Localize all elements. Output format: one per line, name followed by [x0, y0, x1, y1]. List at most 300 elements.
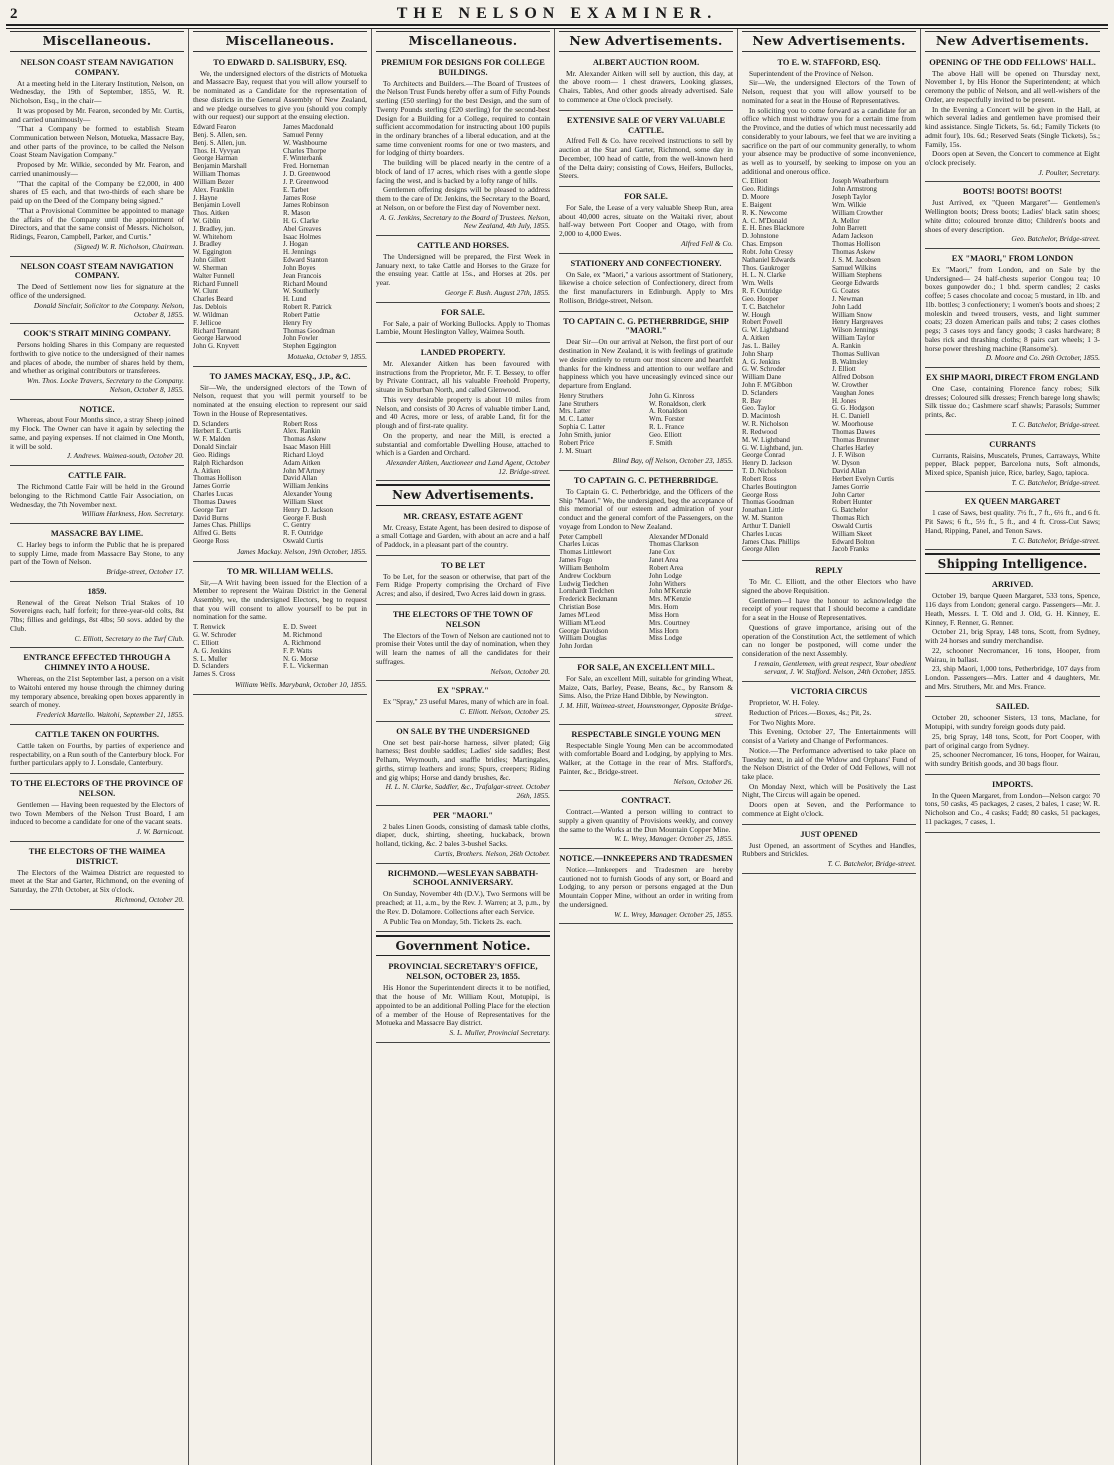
signatory-name: A. G. Jenkins — [193, 646, 232, 655]
ad-paragraph: Whereas, about Four Months since, a stray Sheep joined my Flock. The Owner can have it again by selecting the same, and paying expenses. If not claimed in One Month, it will be sold. — [10, 415, 184, 451]
ad-paragraph: For Sale, an excellent Mill, suitable for grinding Wheat, Maize, Oats, Barley, Pease, Beans, &c., by Ransom & Sims. Also, the Prize Hand Dibble, by Newington. — [559, 673, 733, 701]
signatory-name: J. Hogan — [283, 240, 308, 249]
ad-title: CONTRACT. — [621, 796, 671, 806]
ad-paragraph: Just Opened, an assortment of Scythes and Handles, Rubbers and Strickles. — [742, 840, 916, 859]
signatory-name: T. D. Nicholson — [742, 467, 787, 476]
ad-signature: Alexander Aitken, Auctioneer and Land Agent, October 12. Bridge-street. — [386, 457, 550, 476]
ad-signature: S. L. Muller, Provincial Secretary. — [449, 1027, 550, 1037]
signatory-name: A. Ronaldson — [649, 407, 688, 416]
signatory-name: G. G. Hodgson — [832, 404, 875, 413]
signatory-name: Robert Pattie — [283, 310, 320, 319]
signatory-name: Ludwig Tiedchen — [559, 579, 609, 588]
signatory-name: Charles Lucas — [742, 529, 782, 538]
advertisement — [10, 776, 184, 842]
signatory-name: Joseph Weatherburn — [832, 177, 889, 186]
signatory-name: Jas. L. Bailey — [742, 341, 781, 350]
signatory-name: Robert Ross — [283, 419, 318, 428]
ad-title: TO CAPTAIN G. C. PETHERBRIDGE. — [573, 476, 719, 486]
signatory-name: Henry D. Jackson — [742, 459, 792, 468]
ad-signature: James Mackay. Nelson, 19th October, 1855. — [237, 546, 367, 556]
signatory-name: J. Bradley — [193, 240, 222, 249]
signatory-name: William Skeet — [832, 529, 872, 538]
ad-signature: J. Poulter, Secretary. — [1038, 167, 1100, 177]
signatory-name: E. Tarbet — [283, 185, 309, 194]
signatory-name: Wm. Wilkie — [832, 200, 867, 209]
ad-title: ENTRANCE EFFECTED THROUGH A CHIMNEY INTO A HOUSE. — [23, 653, 171, 673]
signatory-name: A. Aitken — [193, 466, 221, 475]
signatory-name: James Rose — [283, 193, 316, 202]
ad-title: TO JAMES MACKAY, ESQ., J.P., &C. — [209, 371, 351, 381]
signatory-name: William Skeet — [283, 497, 323, 506]
signatory-name: Geo. Hooper — [742, 294, 779, 303]
signatory-name: Lornhardt Tiedchen — [559, 587, 615, 596]
ad-signature: Alfred Fell & Co. — [681, 238, 733, 248]
signatory-name: Donald Sinclair — [193, 443, 238, 452]
signatory-name: Wm. Forster — [649, 415, 685, 424]
signatory-name: J. F. Wilson — [832, 451, 865, 460]
ad-paragraph: One set best pair-horse harness, silver plated; Gig harness; Best double saddles; Ladies' side saddles; Best Pelham, Weymouth, and snaffle bridles; Martingales, girths, stirrup leathers and irons; Spurs, creepers; Riding and gig whips; Horse and dandy brushes, &c. — [376, 737, 550, 782]
signatory-name: James Gorrie — [193, 482, 231, 491]
column-1 — [6, 29, 189, 1465]
ad-paragraph: This very desirable property is about 10 miles from Nelson, and consists of 30 Acres of valuable timber Land, and 40 Acres, more or less, of arable Land, fit for the plough and of first-rate quality. — [376, 394, 550, 431]
ad-signature: C. Elliott, Secretary to the Turf Club. — [74, 633, 184, 643]
signatory-name: Charles Beard — [193, 295, 233, 304]
advertisement — [559, 189, 733, 254]
ad-title: EX QUEEN MARGARET — [964, 497, 1061, 507]
ad-signature: I remain, Gentlemen, with great respect, Your obedient servant, J. W. Stafford. Nelson, 24th October, 1855. — [754, 658, 916, 677]
signatory-name: Richard Lloyd — [283, 450, 324, 459]
advertisement — [10, 468, 184, 524]
signatory-list — [742, 178, 916, 554]
advertisement — [559, 314, 733, 472]
signatory-name: Janet Area — [649, 556, 679, 565]
signatory-list — [193, 421, 367, 546]
ad-paragraph: To Mr. C. Elliott, and the other Electors who have signed the above Requisition. — [742, 577, 916, 595]
signatory-name: G. W. Lightband, jun. — [742, 443, 803, 452]
ad-title: TO EDWARD D. SALISBURY, ESQ. — [213, 57, 347, 67]
signatory-name: Adam Aitken — [283, 458, 321, 467]
signatory-name: D. Sclanders — [193, 662, 229, 671]
column-4 — [555, 29, 738, 1465]
signatory-name: W. Whitehorn — [193, 232, 233, 241]
ad-paragraph: His Honor the Superintendent directs it to be notified, that the house of Mr. William Kout, Motupipi, is appointed to be an additional Polling Place for the election of a member of the House of Representatives for the Motueka and Massacre Bay district. — [376, 983, 550, 1028]
ad-signature: Nelson, October 20. — [490, 666, 550, 676]
ad-title: NOTICE.—INNKEEPERS AND TRADESMEN — [559, 854, 733, 864]
ad-signature: William Wells. Marybank, October 10, 1855. — [234, 680, 367, 690]
signatory-name: Richard Funnell — [193, 279, 239, 288]
signatory-name: James Fogo — [559, 556, 593, 565]
ad-title: IMPORTS. — [992, 779, 1033, 789]
ad-signature: Richmond, October 20. — [115, 894, 184, 904]
ad-paragraph: On the property, and near the Mill, is erected a substantial and comfortable Dwelling House, attached to which is a Garden and Orchard. — [376, 430, 550, 458]
advertisement — [925, 370, 1100, 435]
signatory-name: George Ross — [193, 537, 229, 546]
signatory-name: William Stephens — [832, 271, 882, 280]
signatory-name: W. R. Nicholson — [742, 420, 789, 429]
signatory-list — [559, 393, 733, 456]
ad-signature: J. Andrews. Waimea-south, October 20. — [66, 451, 184, 461]
signatory-name: John Smith, junior — [559, 430, 611, 439]
ad-paragraph: Currants, Raisins, Muscatels, Prunes, Carraways, White pepper, Black pepper, Barcelona nuts, Soft almonds, Mixed spice, Spanish juice, Rice, barley, Sago, tapioca. — [925, 450, 1100, 477]
advertisement — [925, 184, 1100, 249]
signatory-name: John Barrett — [832, 224, 867, 233]
ad-paragraph: Respectable Single Young Men can be accommodated with comfortable Board and Lodging, by applying to Mrs. Walker, at the Cottage in the rear of Mrs. Stafford's, Painter, &c., Bridge-street. — [559, 740, 733, 776]
ad-paragraph: Sir—We, the undersigned Electors of the Town of Nelson, request that you will allow yourself to be nominated for a seat in the House of Representatives. — [742, 78, 916, 105]
signatory-name: H. Jones — [832, 396, 857, 405]
signatory-name: Thomas Askew — [832, 247, 876, 256]
advertisement — [10, 526, 184, 582]
ad-paragraph: October 21, brig Spray, 148 tons, Scott, from Sydney, with 24 horses and sundry merchandise. — [925, 627, 1100, 646]
signatory-name: Arthur T. Daniell — [742, 521, 791, 530]
ad-paragraph: Ex "Maori," from London, and on Sale by the Undersigned— 24 half-chests superior Congou tea; 10 boxes gunpowder do.; 1 bhd. sperm candles; 2 casks coffee; 5 cases chocolate and cocoa; 5 mustard, in 1lb. and 1lb. bottles; 3 confectionery; 1 women's boots and shoes; 2 moleskin and tweed trousers, vests, and light summer coats; 23 dozen American pails and tubs; 2 cases clothes pegs; 3 cases toys and fancy goods; 3 casks hardware; 8 bales rick and thrashing cloths; 8 pairs cart wheels; 1 3-horse power threshing machine (Ransome's). — [925, 264, 1100, 353]
signatory-name: C. Gentry — [283, 521, 311, 530]
signatory-name: N. G. Morse — [283, 654, 318, 663]
ad-signature: H. L. N. Clarke, Saddler, &c., Trafalgar-street. October 26th, 1855. — [385, 782, 550, 800]
signatory-name: James S. Cross — [193, 670, 236, 679]
ad-signature: William Harkness, Hon. Secretary. — [81, 509, 184, 519]
signatory-name: R. F. Outridge — [742, 287, 782, 296]
signatory-name: Benj. S. Allen, sen. — [193, 130, 247, 139]
signatory-name: William Bezer — [193, 177, 234, 186]
signatory-name: David Burns — [193, 513, 229, 522]
advertisement — [925, 437, 1100, 493]
ad-signature: Curtis, Brothers. Nelson, 26th October. — [434, 848, 550, 858]
ad-title: RESPECTABLE SINGLE YOUNG MEN — [571, 729, 721, 739]
ad-paragraph: Notice.—Innkeepers and Tradesmen are hereby cautioned not to furnish Goods of any sort, or Board and Lodging, to any person or persons engaged at the Dun Mountain Copper Mine, without an order in writing from the undersigned. — [559, 864, 733, 909]
signatory-name: Edward Fearon — [193, 123, 236, 132]
ad-signature: T. C. Batchelor, Bridge-street. — [1011, 477, 1100, 487]
signatory-name: Jonathan Little — [742, 506, 784, 515]
signatory-name: Henry Fry — [283, 318, 312, 327]
ad-paragraph: 23, ship Maori, 1,000 tons, Petherbridge, 107 days from London. Passengers—Mrs. Latter and 4 daughters, Mr. and Mrs. Struthers, Mr. and Mrs. France. — [925, 664, 1100, 691]
ad-paragraph: To be Let, for the season or otherwise, that part of the Fern Ridge Property comprising the Orchard of Five Acres; and also, if desired, Two Acres laid down in grass. — [376, 571, 550, 599]
signatory-name: John Carter — [832, 490, 865, 499]
ad-signature: J. W. Barnicoat. — [136, 827, 184, 837]
signatory-name: Benj. S. Allen, jun. — [193, 138, 247, 147]
ad-title: SAILED. — [995, 702, 1030, 712]
ad-title: TO CAPTAIN C. G. PETHERBRIDGE, SHIP "MAORI." — [563, 316, 729, 336]
signatory-name: R. Bay — [742, 396, 762, 405]
ad-signature: Frederick Martello. Waitohi, September 21, 1855. — [36, 710, 184, 720]
ad-paragraph: 22, schooner Necromancer, 16 tons, Hooper, from Wairau, in ballast. — [925, 645, 1100, 664]
column-heading: New Advertisements. — [559, 31, 733, 52]
signatory-name: Robert Hunter — [832, 498, 873, 507]
signatory-name: William Dane — [742, 373, 782, 382]
signatory-name: R. L. France — [649, 423, 684, 432]
signatory-name: William Snow — [832, 310, 873, 319]
signatory-name: William Crowther — [832, 208, 883, 217]
ad-title: TO E. W. STAFFORD, ESQ. — [777, 57, 881, 67]
signatory-name: T. C. Batchelor — [742, 302, 785, 311]
signatory-name: James Chas. Phillips — [193, 521, 251, 530]
ad-signature: Blind Bay, off Nelson, October 23, 1855. — [612, 456, 733, 466]
signatory-name: William Benholm — [559, 563, 610, 572]
signatory-name: Alex. Franklin — [193, 185, 234, 194]
ad-paragraph: On Monday Next, which will be Positively the Last Night, The Circus will again be opened. — [742, 781, 916, 800]
advertisement — [10, 326, 184, 399]
column-6 — [921, 29, 1104, 1465]
signatory-name: J. Bradley, jun. — [193, 224, 236, 233]
signatory-name: J. Elliott — [832, 365, 856, 374]
ad-signature: Motueka, October 9, 1855. — [287, 352, 367, 362]
signatory-name: H. Lund — [283, 295, 307, 304]
signatory-name: F. L. Vickerman — [283, 662, 329, 671]
signatory-name: Robert Price — [559, 438, 595, 447]
signatory-name: John Armstrong — [832, 185, 877, 194]
signatory-name: H. C. Daniell — [832, 412, 870, 421]
signatory-name: John G. Kinross — [649, 391, 695, 400]
signatory-name: F. P. Watts — [283, 646, 313, 655]
ad-paragraph: 25, schooner Necromancer, 16 tons, Hooper, for Wairau, with sundry British goods, and 30 bags flour. — [925, 750, 1100, 769]
signatory-name: S. L. Muller — [193, 654, 228, 663]
column-heading: New Advertisements. — [742, 31, 916, 52]
advertisement — [559, 851, 733, 924]
signatory-name: Thomas Hollison — [832, 240, 881, 249]
signatory-name: Henry Struthers — [559, 391, 604, 400]
ad-signature: T. C. Batchelor, Bridge-street. — [1011, 535, 1100, 545]
signatory-name: W. M. Stanton — [742, 514, 783, 523]
ad-signature: (Signed) W. R. Nicholson, Chairman. — [74, 241, 184, 251]
ad-signature: T. C. Batchelor, Bridge-street. — [827, 859, 916, 869]
signatory-name: Andrew Cockburn — [559, 571, 611, 580]
signatory-name: G. Coates — [832, 287, 860, 296]
ad-title: NELSON COAST STEAM NAVIGATION COMPANY. — [20, 261, 174, 281]
signatory-name: Walter Funnell — [193, 271, 235, 280]
column-heading: Miscellaneous. — [376, 31, 550, 52]
signatory-name: Robert Area — [649, 563, 684, 572]
signatory-name: W. Hough — [742, 310, 771, 319]
signatory-name: Edward Stanton — [283, 256, 328, 265]
ad-title: MR. CREASY, ESTATE AGENT — [403, 511, 523, 521]
ad-paragraph: At a meeting held in the Literary Institution, Nelson, on Wednesday, the 19th of September, 1855, W. R. Nicholson, Esq., in the chair— — [10, 78, 184, 106]
ad-paragraph: C. Harley begs to inform the Public that he is prepared to supply Lime, made from Massacre Bay Stone, to any part of the Town of Nelson. — [10, 539, 184, 567]
advertisement — [559, 727, 733, 792]
ad-title: EXTENSIVE SALE OF VERY VALUABLE CATTLE. — [566, 115, 726, 135]
ad-paragraph: Mr. Alexander Aitken has been favoured with instructions from the Proprietor, Mr. F. T. Bessey, to offer by Private Contract, all his valuable Freehold Property, situate in Suburban North, and called Glenwood. — [376, 358, 550, 395]
signatory-name: Herbert Evelyn Curtis — [832, 474, 894, 483]
signatory-name: Charles Lucas — [193, 490, 233, 499]
signatory-name: John Gillett — [193, 256, 226, 265]
signatory-name: Peter Campbell — [559, 532, 603, 541]
signatory-name: H. Jennings — [283, 248, 317, 257]
signatory-name: Mrs. M'Kenzie — [649, 595, 692, 604]
advertisement — [742, 563, 916, 682]
signatory-name: Geo. Elliott — [649, 430, 682, 439]
signatory-name: Frederick Beckmann — [559, 595, 618, 604]
ad-paragraph: Cattle taken on Fourths, by parties of experience and respectability, on a Run south of the Canterbury block. For further particulars apply to J. Lonsdale, Canterbury. — [10, 740, 184, 768]
ad-signature: George F. Bush. August 27th, 1855. — [444, 287, 550, 297]
ad-signature: Geo. Batchelor, Bridge-street. — [1011, 234, 1100, 244]
signatory-name: J. P. Greenwood — [283, 177, 329, 186]
signatory-name: Jas. Deblois — [193, 303, 227, 312]
advertisement — [742, 827, 916, 874]
ad-paragraph: Mr. Creasy, Estate Agent, has been desired to dispose of a small Cottage and Garden, with about an acre and a half of Paddock, in a pleasant part of the country. — [376, 522, 550, 549]
signatory-name: M. Richmond — [283, 631, 322, 640]
ad-title: RICHMOND.—WESLEYAN SABBATH-SCHOOL ANNIVERSARY. — [387, 868, 539, 888]
ad-paragraph: It was proposed by Mr. Fearon, seconded by Mr. Curtis, and carried unanimously— — [10, 105, 184, 124]
ad-title: EX SHIP MAORI, DIRECT FROM ENGLAND — [926, 373, 1099, 383]
advertisement — [10, 844, 184, 910]
advertisement — [193, 369, 367, 562]
signatory-name: W. Sherman — [193, 263, 228, 272]
signatory-name: Thomas Goodman — [742, 498, 794, 507]
signatory-name: W. Dyson — [832, 459, 860, 468]
signatory-name: M. W. Lightband — [742, 435, 790, 444]
signatory-name: W. Eggington — [193, 248, 232, 257]
ad-paragraph: To Architects and Builders.—The Board of Trustees of the Nelson Trust Funds hereby offer a sum of Fifty Pounds sterling (£50 sterling) for the best Design, and the sum of Twenty Pounds sterling (£20 sterling) for the second-best Design for a Building for a College, required to contain sufficient accommodation for instructing about 100 pupils in the ordinary branches of a liberal education, and at the same time convenient rooms for one or two masters, and for lodging of thirty boarders. — [376, 78, 550, 158]
ad-title: FOR SALE. — [624, 192, 668, 202]
signatory-name: Robt. John Cressy — [742, 247, 794, 256]
signatory-name: Mrs. Latter — [559, 407, 591, 416]
signatory-name: Edward Bolton — [832, 537, 875, 546]
advertisement — [742, 684, 916, 824]
signatory-name: Christian Bose — [559, 603, 601, 612]
ad-title: STATIONERY AND CONFECTIONERY. — [570, 258, 722, 268]
ad-paragraph: On Sale, ex "Maori," a various assortment of Stationery, likewise a choice selection of Confectionery, direct from the first manufacturers in Edinburgh. Apply to Mrs Rollison, Bridge-street, Nelson. — [559, 269, 733, 305]
signatory-name: Geo. Taylor — [742, 404, 776, 413]
ad-paragraph: For Sale, a pair of Working Bullocks. Apply to Thomas Lambie, Mount Heslington Valley, Waimea South. — [376, 318, 550, 337]
ad-title: PROVINCIAL SECRETARY'S OFFICE, NELSON, OCTOBER 23, 1855. — [388, 962, 538, 982]
section-heading: New Advertisements. — [376, 484, 550, 505]
ad-signature: C. Elliott. Nelson, October 25. — [459, 706, 550, 716]
signatory-name: Henry D. Jackson — [283, 505, 333, 514]
ad-paragraph: Reduction of Prices.—Boxes, 4s.; Pit, 2s. — [749, 707, 872, 717]
signatory-name: D. Johnstone — [742, 232, 779, 241]
ad-paragraph: Just Arrived, ex "Queen Margaret"— Gentlemen's Wellington boots; Dress boots; Ladies' black satin shoes; white ditto; coloured bronze ditto; Children's boots and shoes of every description. — [925, 198, 1100, 234]
advertisement — [376, 683, 550, 721]
signatory-name: Thomas Littlewort — [559, 548, 612, 557]
signatory-name: Samuel Penny — [283, 130, 324, 139]
signatory-name: George Tarr — [193, 505, 227, 514]
signatory-name: John Fowler — [283, 334, 318, 343]
signatory-name: F. Jellicoe — [193, 318, 222, 327]
signatory-name: Jane Cox — [649, 548, 675, 557]
signatory-name: F. Winterbank — [283, 154, 323, 163]
signatory-name: G. W. Schroder — [193, 631, 237, 640]
ad-title: TO MR. WILLIAM WELLS. — [227, 566, 333, 576]
signatory-name: Mrs. Horn — [649, 603, 679, 612]
signatory-name: Thomas Brunner — [832, 435, 880, 444]
signatory-name: D. Moore — [742, 193, 770, 202]
signatory-name: Robert R. Patrick — [283, 303, 332, 312]
ad-paragraph: To Captain G. C. Petherbridge, and the Officers of the Ship "Maori." We, the undersigned, beg the acceptance of this memorial of our esteem and admiration of your conduct and the general comfort of the Passengers, on the voyage from London to New Zealand. — [559, 486, 733, 531]
ad-paragraph: In the Evening a Concert will be given in the Hall, at which several ladies and gentlemen have promised their kind assistance. Single Tickets, 5s. 6d.; Family Tickets (to admit four), 10s. 6d.; Reserved Seats (Single Tickets), 5s.; Family, 15s. — [925, 104, 1100, 149]
ad-paragraph: Sir—We, the undersigned electors of the Town of Nelson, request that you will permit yourself to be nominated at the ensuing election to represent our said Town in the House of Representatives. — [193, 382, 367, 418]
ad-title: THE ELECTORS OF THE TOWN OF NELSON — [392, 609, 534, 629]
ad-paragraph: The Electors of the Town of Nelson are cautioned not to promise their Votes until the day of nomination, when they will learn the names of all the candidates for their suffrages. — [376, 630, 550, 666]
ad-paragraph: Questions of grave importance, arising out of the operation of the Constitution Act, the settlement of which can no longer be postponed, will come under the consideration of the next Assembly. — [742, 622, 916, 658]
signatory-name: Charles Thorpe — [283, 146, 327, 155]
signatory-name: Stephen Eggington — [283, 342, 337, 351]
ad-paragraph: Gentlemen—I have the honour to acknowledge the receipt of your request that I should become a candidate for a seat in the House of Representatives. — [742, 595, 916, 623]
signatory-name: Thos. Aitken — [193, 209, 230, 218]
signatory-name: W. F. Malden — [193, 435, 231, 444]
signatory-name: H. L. N. Clarke — [742, 271, 786, 280]
ad-title: TO THE ELECTORS OF THE PROVINCE OF NELSON. — [10, 779, 184, 798]
signatory-list — [193, 124, 367, 351]
signatory-name: John Sharp — [742, 349, 774, 358]
signatory-name: John M'Artney — [283, 466, 325, 475]
signatory-name: W. Giblin — [193, 217, 221, 225]
signatory-name: John Withers — [649, 579, 686, 588]
signatory-name: G. Batchelor — [832, 506, 868, 515]
ad-title: FOR SALE, AN EXCELLENT MILL. — [577, 663, 715, 673]
ad-paragraph: For Two Nights More. — [749, 717, 816, 727]
ad-paragraph: Renewal of the Great Nelson Trial Stakes of 10 Sovereigns each, half forfeit; for three-year-old colts, 8st 7lbs; fillies and geldings, 8st 4lbs; 50 sovs. added by the Club. — [10, 597, 184, 633]
signatory-name: Samuel Wilkins — [832, 263, 877, 272]
signatory-name: A. G. Jenkins — [742, 357, 781, 366]
signatory-name: D. Sclanders — [193, 419, 229, 428]
ad-paragraph: The building will be placed nearly in the centre of a block of land of 17 acres, which rises with a gentle slope facing the west, and is backed by a lofty range of hills. — [376, 158, 550, 185]
signatory-name: C. Elliott — [193, 638, 219, 647]
ad-paragraph: In soliciting you to come forward as a candidate for an office which must withdraw you for a certain time from the Province, and the duties of which must necessarily add considerably to your labours, we feel that we are inviting a sacrifice on the part of our community generally, to whom your absence may be productive of some inconvenience, as well as to yourself, by seeking to impose on you an additional and onerous office. — [742, 105, 916, 176]
signatory-name: W. Washbourne — [283, 138, 328, 147]
advertisement — [559, 113, 733, 187]
signatory-name: James Chas. Phillips — [742, 537, 800, 546]
signatory-name: C. Elliott — [742, 177, 768, 186]
ad-paragraph: A Public Tea on Monday, 5th. Tickets 2s. each. — [383, 916, 522, 926]
signatory-name: M. C. Latter — [559, 415, 594, 424]
advertisement — [925, 577, 1100, 697]
ad-paragraph: Mr. Alexander Aitken will sell by auction, this day, at the above room— 1 chest drawers, Looking glasses, Chairs, Tables, And other goods already advertised. Sale to commence at One o'clock precisely. — [559, 68, 733, 104]
ad-paragraph: Contract.—Wanted a person willing to contract to supply a given quantity of Provisions weekly, and convey the same to the Works at the Dun Mountain Copper Mine. — [559, 807, 733, 834]
signatory-name: Sophia C. Latter — [559, 423, 606, 432]
ad-signature: W. L. Wrey, Manager. October 25, 1855. — [614, 834, 733, 844]
ad-paragraph: The Deed of Settlement now lies for signature at the office of the undersigned. — [10, 282, 184, 301]
signatory-name: James M'Leod — [559, 610, 600, 619]
signatory-name: Adam Jackson — [832, 232, 874, 241]
ad-title: REPLY — [815, 566, 843, 576]
signatory-name: Chas. Empson — [742, 240, 783, 249]
advertisement — [10, 727, 184, 774]
signatory-name: Benjamin Marshall — [193, 162, 247, 171]
signatory-name: Richard Tennant — [193, 326, 240, 335]
signatory-list — [559, 534, 733, 651]
ad-title: 1859. — [87, 586, 107, 596]
signatory-name: John Lodge — [649, 571, 682, 580]
signatory-name: E. D. Sweet — [283, 623, 317, 632]
signatory-name: Jean Francois — [283, 271, 322, 280]
ad-title: PREMIUM FOR DESIGNS FOR COLLEGE BUILDINGS. — [381, 57, 545, 77]
signatory-name: B. Walmsley — [832, 357, 868, 366]
advertisement — [376, 238, 550, 303]
advertisement — [925, 699, 1100, 774]
signatory-name: Oswald Curtis — [283, 537, 324, 546]
ad-title: CURRANTS — [989, 439, 1036, 449]
signatory-name: Oswald Curtis — [832, 521, 873, 530]
signatory-name: Charles Harley — [832, 443, 875, 452]
column-heading: Miscellaneous. — [193, 31, 367, 52]
signatory-name: George Harwood — [193, 334, 242, 343]
signatory-name: F. Smith — [649, 438, 673, 447]
signatory-name: Miss Horn — [649, 610, 679, 619]
advertisement — [925, 251, 1100, 368]
signatory-name: John M'Kenzie — [649, 587, 692, 596]
ad-title: CATTLE FAIR. — [68, 471, 126, 481]
masthead — [6, 4, 1108, 26]
signatory-name: William Jenkins — [283, 482, 329, 491]
signatory-name: A. Mellor — [832, 216, 860, 225]
advertisement — [193, 55, 367, 367]
signatory-name: R. F. Outridge — [283, 529, 323, 538]
signatory-name: Alexander Young — [283, 490, 332, 499]
signatory-name: William M'Leod — [559, 618, 606, 627]
signatory-name: Alfred Dobson — [832, 373, 874, 382]
ad-paragraph: One Case, containing Florence fancy robes; Silk dresses; Coloured silk dresses; French barege long shawls; Silk tissue do.; Cashmere scarf shawls; Parasols; Summer prints, &c. — [925, 383, 1100, 420]
page-number: 2 — [10, 5, 18, 22]
signatory-name: James Macdonald — [283, 123, 334, 132]
signatory-list — [193, 624, 367, 679]
